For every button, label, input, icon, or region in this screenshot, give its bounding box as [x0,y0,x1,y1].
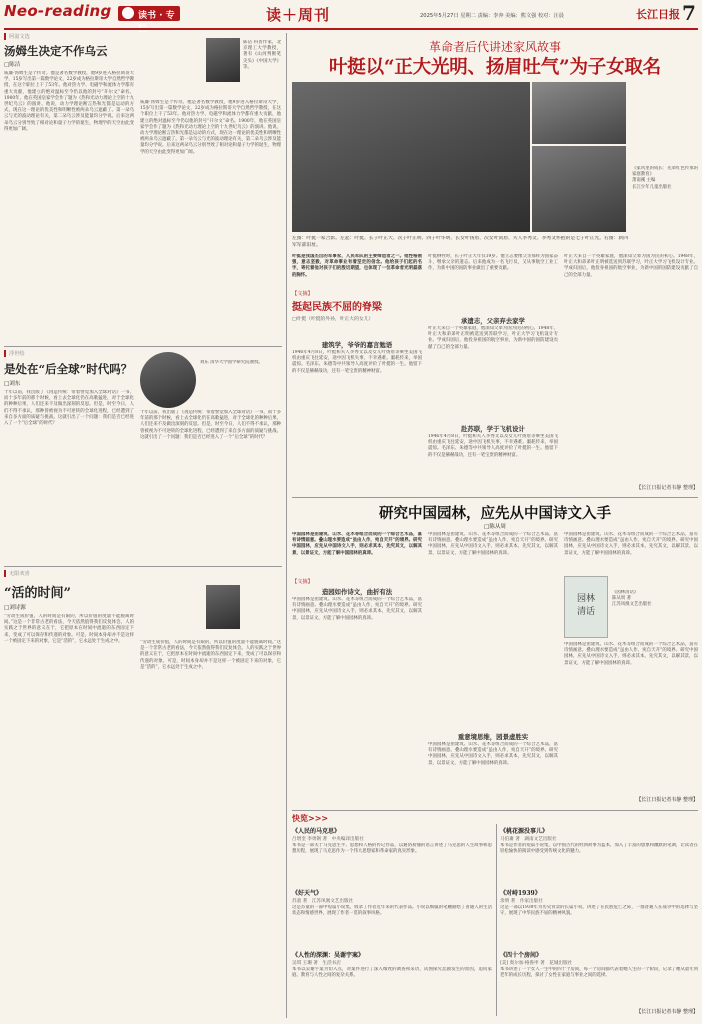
recommend-item: 《对峙1939》 余明 著 作家出版社 这是一部以1939年为历史背景的长篇小说，讲述了在民族危亡之际，一群普通人在战争中的选择与坚守，展现了中华民族不屈的精神风貌。 [500,890,698,917]
column-2-title: 是处在“后全球”时代吗？ [4,362,133,376]
paper-name: 长江日报 [636,8,680,21]
garden-signoff: 【长江日报记者韦静 整理】 [636,797,698,803]
subhead-2: 承遗志，父亲弃去家学 [461,317,525,325]
boxed-title: 挺起民族不屈的脊梁 [292,302,382,313]
garden-body-4: 中国园林是由建筑、山水、花木等组合而成的一个综合艺术品，富有诗情画意。叠山理水要造成“虽由人作，宛自天开”的境界。研究中国园林，应先从中国诗文入手，则必求其本，先究其文，以解其景，以景证文，方能了解中国园林的真谛。 [564,532,698,556]
column-1-title: 汤姆生决定不作乌云 [4,44,108,58]
author-portrait [206,38,240,82]
column-separator [286,33,287,1018]
column-2-kicker: 浮世绘 [4,350,282,357]
portrait-caption-2: 刘东 清华大学国学研究院教授。 [200,360,263,365]
divider [4,346,282,347]
main-body-a: 1946年4月8日，叶挺和夫人李秀文以及女儿叶扬眉等乘坐美国飞机由重庆飞往延安，途中因飞机失事，不幸遇难。噩耗传来，举国震惊。毛泽东、朱德等中共领导人高度评价了叶挺的一生。他留下的不仅是赫赫战功，还有一笔宝贵的精神财富。 [292,350,422,374]
garden-body-3: 中国园林是由建筑、山水、花木等组合而成的一个综合艺术品，富有诗情画意。叠山理水要造成“虽由人作，宛自天开”的境界。研究中国园林，应先从中国诗文入手，则必求其本，先究其文，以解其景，以景证文，方能了解中国园林的真谛。 [428,742,558,766]
divider [4,566,282,567]
book-cover-photo [532,146,626,232]
book-cover: 园林 清话 [564,576,608,638]
column-1 [4,33,134,343]
recommend-item: 《桃花源没事儿》 马伯庸 著 湖南文艺出版社 本书是作者的短篇小说集，以中国古代的经典故事为蓝本，加入了丰富的想象和幽默的笔调，让读者在轻松愉快的阅读中感受到传统文化的魅力。 [500,828,698,855]
column-1-body: 威廉·汤姆生是个传奇。他是著名数学教授，他9岁进入格拉斯哥大学，15岁写出第一篇数学论文，22岁成为格拉斯哥大学自然哲学教授，在这个职位上干了53年。他对热力学、电磁学和流体力学都有重大贡献，他建立的绝对温标至今仍以他的封号“开尔文”命名。1900年，他在英国皇家学会作了题为《热和光动力理论上空的十九世纪乌云》的演讲。他说，动力学理论断言热和光都是运动的方式，现在这一理论的优美性和明晰性被两朵乌云遮蔽了。第一朵乌云与光的波动理论有关，第二朵乌云涉及能量均分学说。后来这两朵乌云分别导致了相对论和量子力学的诞生，物理学的天空由此变得更加广阔。 [4,71,134,132]
garden-book-info: 《园林清话》 陈从周 著 江苏凤凰文艺出版社 [612,590,652,608]
divider [292,810,698,811]
garden-lead: 中国园林是由建筑、山水、花木等组合而成的一个综合艺术品，富有诗情画意。叠山理水要造成“虽由人作，宛自天开”的境界。研究中国园林，应先从中国诗文入手，则必求其本，先究其文，以解其景，以景证文，方能了解中国园林的真谛。 [292,532,422,556]
garden-subhead-2: 重意境思维，园景虚胜实 [457,733,529,741]
column-1-body-cont: 威廉·汤姆生是个传奇。他是著名数学教授，他9岁进入格拉斯哥大学，15岁写出第一篇数学论文，22岁成为格拉斯哥大学自然哲学教授，在这个职位上干了53年。他对热力学、电磁学和流体力学都有重大贡献，他建立的绝对温标至今仍以他的封号“开尔文”命名。1900年，他在英国皇家学会作了题为《热和光动力理论上空的十九世纪乌云》的演讲。他说，动力学理论断言热和光都是运动的方式，现在这一理论的优美性和明晰性被两朵乌云遮蔽了。第一朵乌云与光的波动理论有关，第二朵乌云涉及能量均分学说。后来这两朵乌云分别导致了相对论和量子力学的诞生，物理学的天空由此变得更加广阔。 [140,100,281,155]
book-icon [122,7,134,19]
main-body-e: 叶正大来自一个英雄家庭，他深知父辈为国为民的初心。1948年，叶正大和弟弟叶正明被选送到苏联学习，叶正大学习飞机设计专业。学成归国后，他投身祖国的航空事业，为新中国的国防建设贡献了自己的全部力量。 [564,254,698,278]
main-body-d: 1946年4月8日，叶挺和夫人李秀文以及女儿叶扬眉等乘坐美国飞机由重庆飞往延安，途中因飞机失事，不幸遇难。噩耗传来，举国震惊。毛泽东、朱德等中共领导人高度评价了叶挺的一生。他留下的不仅是赫赫战功，还有一笔宝贵的精神财富。 [428,434,558,458]
column-3-kicker: 无限欢喜 [4,570,282,577]
divider [292,497,698,498]
headquarters-photo [532,82,626,144]
column-3-title: “活的时间” [4,586,71,601]
boxed-author: □叶挺（叶挺的外孙，叶正大的女儿） [292,317,374,322]
garden-body-1: 中国园林是由建筑、山水、花木等组合而成的一个综合艺术品，富有诗情画意。叠山理水要造成“虽由人作，宛自天开”的境界。研究中国园林，应先从中国诗文入手，则必求其本，先究其文，以解其景，以景证文，方能了解中国园林的真谛。 [292,597,422,621]
recommend-item: 《好天气》 苏童 著 江苏凤凰文艺出版社 这是苏童的一部中短篇小说集，收录了作者近年来的代表作品。小说以细腻的笔触描绘了普通人的生活状态和情感世界，展现了作者一贯的叙事风格。 [292,890,492,917]
recommend-header: 快览>>> [292,813,329,823]
divider [496,824,497,1016]
section-left-badge [118,6,180,21]
masthead-rule [4,28,698,30]
portrait-caption: 陈洁 科普作家，北京理工大学教授，著有《山河判断笔尖头》《中国大学》等。 [243,40,281,70]
column-1-author: □陈洁 [4,62,21,68]
column-3-body: “劳动生成价值，人的时间是有限的，所以价值的度量不能脱离时间。”这是一个非常古老的看法，今天依然值得我们反复体会。人的实践之于世界的意义在于，它把原本在时间中流逝的东西固定下来，变成了可以保存和传递的对象。可是，时间本身却并不是这样一个被固定下来的对象，它是“活的”，它永远处于生成之中。 [4,614,134,644]
main-headline: 叶挺以“正大光明、扬眉吐气”为子女取名 [329,57,661,78]
column-2-author: □刘东 [4,381,21,387]
garden-subhead-1: 造园如作诗文，曲折有法 [321,588,393,596]
garden-tag: 【文摘】 [292,579,313,585]
subhead-3: 赴苏联，学于飞机设计 [461,425,525,433]
recommend-signoff: 【长江日报记者韦静 整理】 [636,1009,698,1015]
recommend-right [500,826,698,1016]
column-1-kicker: 阿滋文选 [4,33,134,40]
main-signoff: 【长江日报记者韦静 整理】 [636,485,698,491]
main-kicker: 革命者后代讲述家风故事 [428,40,561,54]
column-2-body: 十年以前，我出版了《再造传统：带着警觉加入全球对话》一书，而十多年前的那个时候，看上去全球化仍在高歌猛进，对于全球化的种种后果，人们还来不及做出深刻的反思。但是，时至今日，人们不得不承认，那种曾被视为不可逆转的全球化进程，已经遭到了来自多方面的质疑与挑战。这就引出了一个问题：我们是否已经进入了一个“后全球”的时代？ [4,390,134,427]
photo-caption: 左图：叶挺一家合影。左起：叶挺、长子叶正大、次子叶正明、四子叶华明、长女叶扬眉、次女叶剑眉、夫人李秀文、李秀文怀抱的是七子叶正光。右图：新四军军部旧址。 [292,236,628,248]
section-left-label: 读书 · 专 [138,11,175,21]
garden-body-5: 中国园林是由建筑、山水、花木等组合而成的一个综合艺术品，富有诗情画意。叠山理水要造成“虽由人作，宛自天开”的境界。研究中国园林，应先从中国诗文入手，则必求其本，先究其文，以解其景，以景证文，方能了解中国园林的真谛。 [564,642,698,666]
date-line: 2025年5月27日 星期二 责编：李奔 美编：熊文强 校对：汪晨 [420,13,564,19]
boxed-sidebar: 【文摘】 挺起民族不屈的脊梁 □叶挺（叶挺的外孙，叶正大的女儿） [292,290,422,350]
recommend-item: 《四十个房间》 [美] 奥尔加·格鲁申 著 花城出版社 本书讲述了一个女人一生中的四十个房间，每一个房间都代表着她人生的一个阶段，记录了她从童年到老年的成长历程，探讨了女性在家庭与事业之间的选择。 [500,952,698,979]
main-body-b: 叶挺牺牲时，长子叶正大年仅19岁。他立志要像父亲那样为国家奋斗，继承父亲的遗志。后来他成为一名飞行员，又从事航空工业工作，为新中国的国防事业做出了重要贡献。 [428,254,558,272]
garden-author: □陈从周 [484,524,506,530]
main-body-c: 叶正大来自一个英雄家庭，他深知父辈为国为民的初心。1948年，叶正大和弟弟叶正明被选送到苏联学习，叶正大学习飞机设计专业。学成归国后，他投身祖国的航空事业，为新中国的国防建设贡献了自己的全部力量。 [428,326,558,350]
recommend-left [292,826,492,1016]
masthead [0,0,702,30]
author-portrait-2 [140,352,196,408]
garden-body-2: 中国园林是由建筑、山水、花木等组合而成的一个综合艺术品，富有诗情画意。叠山理水要造成“虽由人作，宛自天开”的境界。研究中国园林，应先从中国诗文入手，则必求其本，先究其文，以解其景，以景证文，方能了解中国园林的真谛。 [428,532,558,556]
column-2-body-cont: 十年以前，我出版了《再造传统：带着警觉加入全球对话》一书，而十多年前的那个时候，看上去全球化仍在高歌猛进，对于全球化的种种后果，人们还来不及做出深刻的反思。但是，时至今日，人们不得不承认，那种曾被视为不可逆转的全球化进程，已经遭到了来自多方面的质疑与挑战。这就引出了一个问题：我们是否已经进入了一个“后全球”的时代？ [140,410,281,440]
recommend-item: 《人性的深渊：吴谢宇案》 吴琪 王珊 著 生活书店 本书以吴谢宇案为切入点，对案件进行了深入细致的调查和采访，试图探究悲剧发生的原因，追问家庭、教育与人性之间的复杂关系。 [292,952,492,979]
column-3-body-cont: “劳动生成价值，人的时间是有限的，所以价值的度量不能脱离时间。”这是一个非常古老的看法，今天依然值得我们反复体会。人的实践之于世界的意义在于，它把原本在时间中流逝的东西固定下来，变成了可以保存和传递的对象。可是，时间本身却并不是这样一个被固定下来的对象，它是“活的”，它永远处于生成之中。 [140,640,281,670]
subhead-1: 建筑学，爷爷的嘉言勉语 [321,341,393,349]
family-photo [292,82,530,232]
column-3-author: □刘诗源 [4,605,26,611]
brand-title: Neo-reading [4,2,112,20]
book-info: 《家风里的成长：先辈红色传承的家庭教育》 萧南溪 主编 长江少年儿童出版社 [632,166,698,190]
page-number: 7 [682,1,696,25]
recommend-item: 《人民的马克思》 吕增奎 李勇钢 著 中央编译出版社 本书是一部关于马克思生平、思想和人格的传记作品，以通俗易懂的语言讲述了马克思的人生故事和思想历程，展现了马克思作为一个伟大思想家和革命家的真实形象。 [292,828,492,855]
garden-headline: 研究中国园林，应先从中国诗文入手 [379,505,611,522]
section-center: 读＋周刊 [266,6,331,24]
author-portrait-3 [206,585,240,629]
main-lead: 叶挺是我国杰出的军事家，人民军队的主要缔造者之一。他性格刚强，意志坚毅，对革命事业有着坚定的信念。他给孩子们起的名字，寄托着他对孩子们的殷切期望，也体现了一位革命者光明磊落的胸怀。 [292,254,422,278]
